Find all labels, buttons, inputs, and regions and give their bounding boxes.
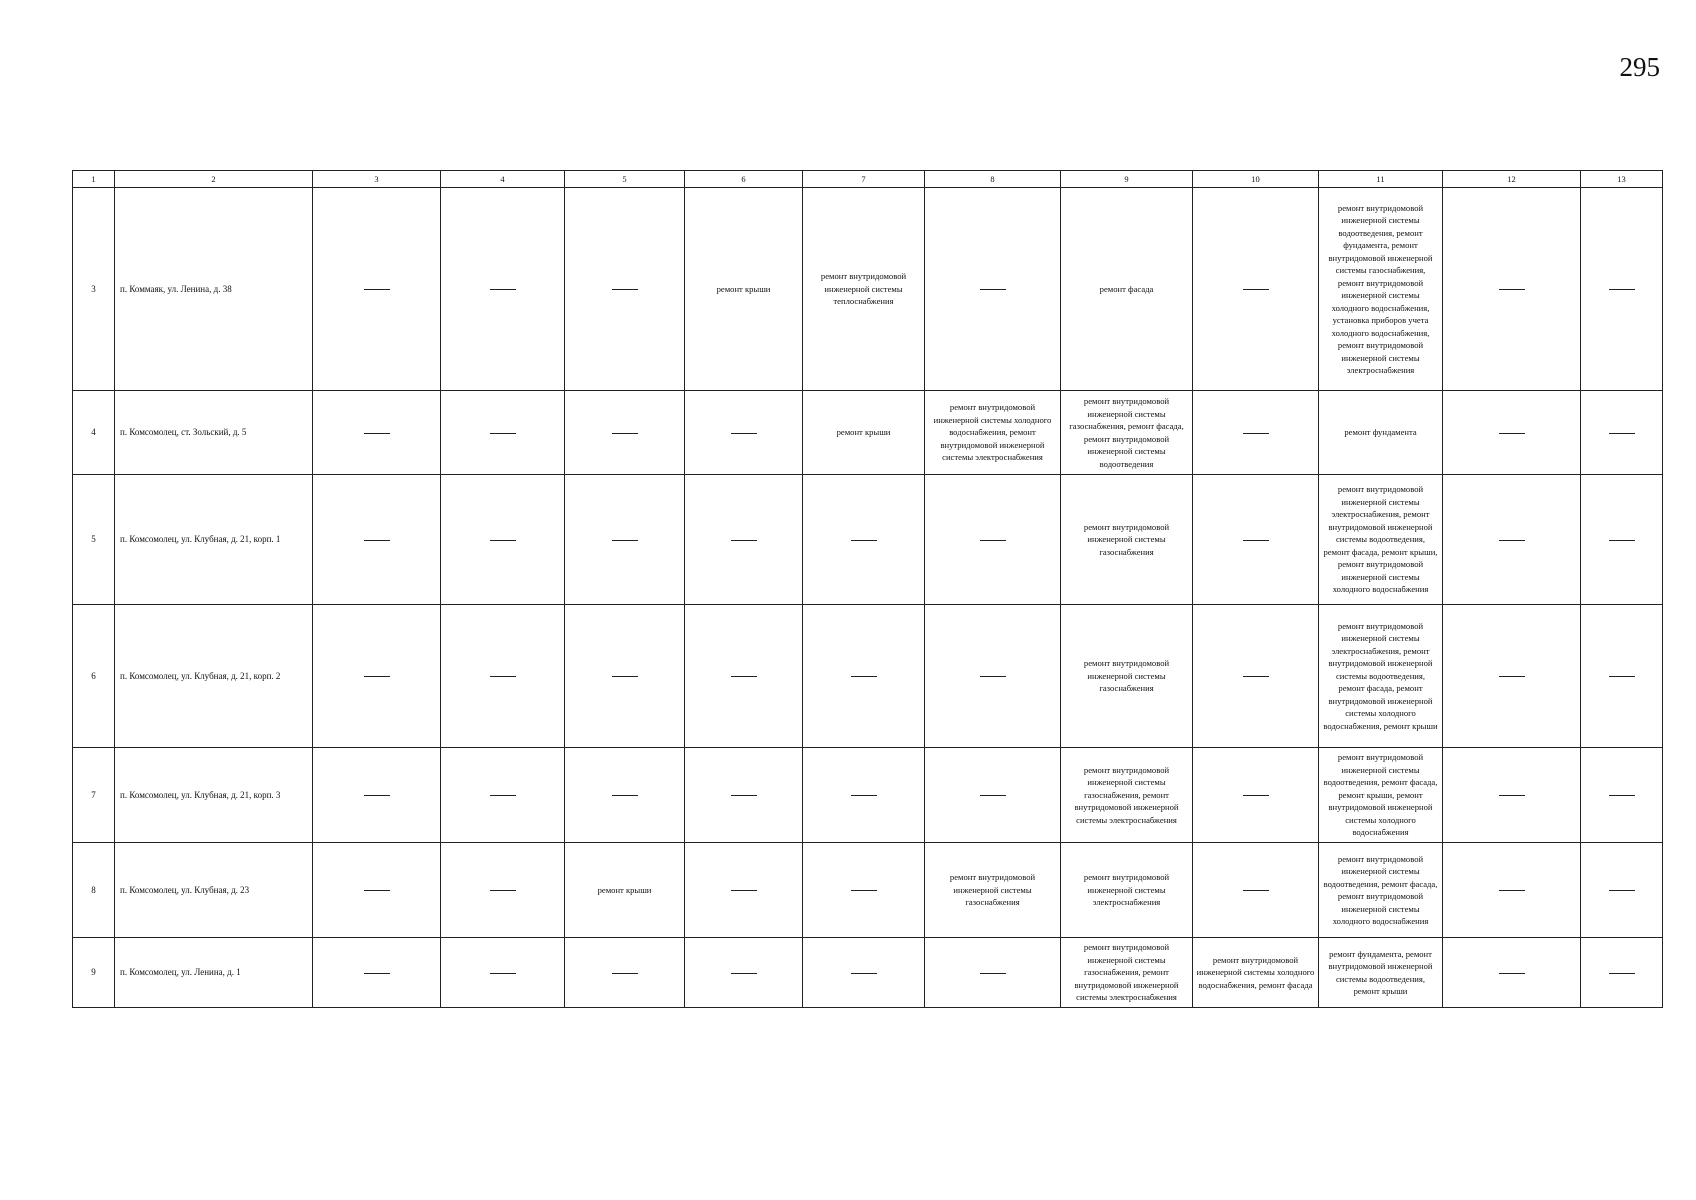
- empty-dash: [364, 289, 390, 290]
- table-row: [73, 475, 1663, 605]
- work-type-cell: [1581, 605, 1663, 748]
- work-type-cell: [1581, 475, 1663, 605]
- empty-dash: [612, 795, 638, 796]
- work-type-cell: [803, 475, 925, 605]
- work-type-cell: ремонт фундамента, ремонт внутридомовой инженерной системы водоотведения, ремонт крыши: [1319, 938, 1443, 1008]
- empty-dash: [1243, 289, 1269, 290]
- empty-dash: [1609, 433, 1635, 434]
- column-number-header: 2: [115, 171, 313, 188]
- work-type-cell: ремонт внутридомовой инженерной системы газоснабжения: [1061, 605, 1193, 748]
- empty-dash: [1499, 890, 1525, 891]
- address-cell: п. Комсомолец, ул. Клубная, д. 21, корп. 3: [115, 748, 313, 843]
- empty-dash: [731, 433, 757, 434]
- column-number-header: 12: [1443, 171, 1581, 188]
- work-type-cell: ремонт внутридомовой инженерной системы электроснабжения: [1061, 843, 1193, 938]
- work-type-cell: [1193, 843, 1319, 938]
- column-number-header: 8: [925, 171, 1061, 188]
- empty-dash: [1499, 676, 1525, 677]
- empty-dash: [731, 676, 757, 677]
- work-type-cell: [803, 843, 925, 938]
- empty-dash: [364, 795, 390, 796]
- work-type-cell: [1443, 391, 1581, 475]
- work-type-cell: [441, 605, 565, 748]
- row-number-cell: 6: [73, 605, 115, 748]
- work-type-cell: [313, 843, 441, 938]
- address-cell: п. Коммаяк, ул. Ленина, д. 38: [115, 188, 313, 391]
- empty-dash: [364, 433, 390, 434]
- work-type-cell: [685, 843, 803, 938]
- empty-dash: [1499, 433, 1525, 434]
- work-type-cell: [313, 605, 441, 748]
- work-type-cell: ремонт крыши: [803, 391, 925, 475]
- empty-dash: [612, 973, 638, 974]
- work-type-cell: [565, 605, 685, 748]
- empty-dash: [851, 676, 877, 677]
- work-type-cell: [1443, 843, 1581, 938]
- row-number-cell: 8: [73, 843, 115, 938]
- empty-dash: [851, 973, 877, 974]
- column-number-header: 3: [313, 171, 441, 188]
- work-type-cell: [565, 188, 685, 391]
- work-type-cell: [313, 391, 441, 475]
- address-cell: п. Комсомолец, ул. Клубная, д. 23: [115, 843, 313, 938]
- work-type-cell: ремонт внутридомовой инженерной системы теплоснабжения: [803, 188, 925, 391]
- empty-dash: [731, 890, 757, 891]
- table-body: [73, 171, 1663, 1008]
- work-type-cell: [1193, 475, 1319, 605]
- repair-schedule-table: [72, 170, 1663, 1008]
- address-cell: п. Комсомолец, ул. Клубная, д. 21, корп. 2: [115, 605, 313, 748]
- row-number-cell: 4: [73, 391, 115, 475]
- empty-dash: [1609, 289, 1635, 290]
- empty-dash: [1243, 676, 1269, 677]
- work-type-cell: [313, 938, 441, 1008]
- empty-dash: [364, 973, 390, 974]
- work-type-cell: ремонт крыши: [565, 843, 685, 938]
- work-type-cell: [565, 748, 685, 843]
- empty-dash: [731, 973, 757, 974]
- row-number-cell: 9: [73, 938, 115, 1008]
- address-cell: п. Комсомолец, ул. Ленина, д. 1: [115, 938, 313, 1008]
- work-type-cell: ремонт внутридомовой инженерной системы газоснабжения, ремонт внутридомовой инженерной системы электроснабжения: [1061, 938, 1193, 1008]
- empty-dash: [490, 289, 516, 290]
- empty-dash: [980, 973, 1006, 974]
- row-number-cell: 5: [73, 475, 115, 605]
- work-type-cell: [803, 748, 925, 843]
- empty-dash: [364, 540, 390, 541]
- work-type-cell: ремонт фасада: [1061, 188, 1193, 391]
- work-type-cell: [1443, 748, 1581, 843]
- empty-dash: [980, 289, 1006, 290]
- work-type-cell: ремонт внутридомовой инженерной системы газоснабжения, ремонт внутридомовой инженерной системы электроснабжения: [1061, 748, 1193, 843]
- empty-dash: [1243, 795, 1269, 796]
- work-type-cell: [1581, 188, 1663, 391]
- address-cell: п. Комсомолец, ст. Зольский, д. 5: [115, 391, 313, 475]
- empty-dash: [1609, 973, 1635, 974]
- work-type-cell: [925, 188, 1061, 391]
- work-type-cell: [1443, 605, 1581, 748]
- table-row: [73, 843, 1663, 938]
- empty-dash: [980, 795, 1006, 796]
- work-type-cell: [441, 748, 565, 843]
- work-type-cell: [925, 475, 1061, 605]
- work-type-cell: [565, 475, 685, 605]
- column-number-header: 13: [1581, 171, 1663, 188]
- work-type-cell: [313, 475, 441, 605]
- work-type-cell: [1581, 843, 1663, 938]
- empty-dash: [612, 540, 638, 541]
- work-type-cell: [441, 391, 565, 475]
- work-type-cell: [925, 938, 1061, 1008]
- table-row: [73, 938, 1663, 1008]
- empty-dash: [1609, 890, 1635, 891]
- empty-dash: [731, 795, 757, 796]
- empty-dash: [490, 973, 516, 974]
- empty-dash: [1499, 973, 1525, 974]
- work-type-cell: ремонт внутридомовой инженерной системы холодного водоснабжения, ремонт фасада: [1193, 938, 1319, 1008]
- work-type-cell: [685, 748, 803, 843]
- empty-dash: [731, 540, 757, 541]
- row-number-cell: 7: [73, 748, 115, 843]
- work-type-cell: [685, 605, 803, 748]
- work-type-cell: [925, 748, 1061, 843]
- work-type-cell: [313, 748, 441, 843]
- empty-dash: [851, 540, 877, 541]
- table-row: [73, 748, 1663, 843]
- table-row: [73, 605, 1663, 748]
- work-type-cell: [565, 938, 685, 1008]
- work-type-cell: [1443, 188, 1581, 391]
- work-type-cell: [441, 843, 565, 938]
- empty-dash: [1609, 540, 1635, 541]
- work-type-cell: [925, 605, 1061, 748]
- empty-dash: [1609, 676, 1635, 677]
- row-number-cell: 3: [73, 188, 115, 391]
- empty-dash: [851, 795, 877, 796]
- work-type-cell: [441, 475, 565, 605]
- empty-dash: [490, 795, 516, 796]
- work-type-cell: [1443, 938, 1581, 1008]
- empty-dash: [1499, 795, 1525, 796]
- header-row: [73, 171, 1663, 188]
- work-type-cell: [803, 605, 925, 748]
- empty-dash: [612, 289, 638, 290]
- work-type-cell: [565, 391, 685, 475]
- table-row: [73, 391, 1663, 475]
- column-number-header: 7: [803, 171, 925, 188]
- empty-dash: [490, 540, 516, 541]
- table-row: [73, 188, 1663, 391]
- column-number-header: 11: [1319, 171, 1443, 188]
- work-type-cell: [1193, 605, 1319, 748]
- work-type-cell: [1581, 938, 1663, 1008]
- empty-dash: [980, 676, 1006, 677]
- empty-dash: [980, 540, 1006, 541]
- column-number-header: 9: [1061, 171, 1193, 188]
- empty-dash: [1499, 540, 1525, 541]
- empty-dash: [1243, 433, 1269, 434]
- empty-dash: [490, 890, 516, 891]
- empty-dash: [364, 890, 390, 891]
- work-type-cell: [1581, 748, 1663, 843]
- work-type-cell: ремонт внутридомовой инженерной системы электроснабжения, ремонт внутридомовой инженерной системы водоотведения, ремонт фасада, ремонт внутридомовой инженерной системы холодного водоснабжения, ремонт крыши: [1319, 605, 1443, 748]
- column-number-header: 5: [565, 171, 685, 188]
- work-type-cell: [803, 938, 925, 1008]
- empty-dash: [1609, 795, 1635, 796]
- empty-dash: [1243, 890, 1269, 891]
- page-number: 295: [1619, 52, 1660, 82]
- work-type-cell: ремонт внутридомовой инженерной системы холодного водоснабжения, ремонт внутридомовой инженерной системы электроснабжения: [925, 391, 1061, 475]
- empty-dash: [490, 433, 516, 434]
- empty-dash: [1243, 540, 1269, 541]
- column-number-header: 1: [73, 171, 115, 188]
- work-type-cell: [1193, 391, 1319, 475]
- empty-dash: [612, 676, 638, 677]
- work-type-cell: [1193, 748, 1319, 843]
- column-number-header: 4: [441, 171, 565, 188]
- work-type-cell: [685, 475, 803, 605]
- work-type-cell: ремонт внутридомовой инженерной системы газоснабжения: [925, 843, 1061, 938]
- address-cell: п. Комсомолец, ул. Клубная, д. 21, корп. 1: [115, 475, 313, 605]
- work-type-cell: ремонт фундамента: [1319, 391, 1443, 475]
- empty-dash: [490, 676, 516, 677]
- empty-dash: [364, 676, 390, 677]
- empty-dash: [851, 890, 877, 891]
- work-type-cell: [313, 188, 441, 391]
- work-type-cell: [441, 938, 565, 1008]
- work-type-cell: ремонт внутридомовой инженерной системы водоотведения, ремонт фасада, ремонт крыши, ремонт внутридомовой инженерной системы холодного водоснабжения: [1319, 748, 1443, 843]
- empty-dash: [1499, 289, 1525, 290]
- work-type-cell: ремонт внутридомовой инженерной системы газоснабжения, ремонт фасада, ремонт внутридомовой инженерной системы водоотведения: [1061, 391, 1193, 475]
- work-type-cell: [1581, 391, 1663, 475]
- work-type-cell: ремонт внутридомовой инженерной системы электроснабжения, ремонт внутридомовой инженерной системы водоотведения, ремонт фасада, ремонт крыши, ремонт внутридомовой инженерной системы холодного водоснабжения: [1319, 475, 1443, 605]
- column-number-header: 10: [1193, 171, 1319, 188]
- work-type-cell: [1193, 188, 1319, 391]
- empty-dash: [612, 433, 638, 434]
- work-type-cell: [685, 938, 803, 1008]
- work-type-cell: [685, 391, 803, 475]
- work-type-cell: ремонт крыши: [685, 188, 803, 391]
- column-number-header: 6: [685, 171, 803, 188]
- work-type-cell: [441, 188, 565, 391]
- work-type-cell: [1443, 475, 1581, 605]
- work-type-cell: ремонт внутридомовой инженерной системы водоотведения, ремонт фундамента, ремонт внутридомовой инженерной системы газоснабжения, ремонт внутридомовой инженерной системы холодного водоснабжения, установка приборов учета холодного водоснабжения, ремонт внутридомовой инженерной системы электроснабжения: [1319, 188, 1443, 391]
- work-type-cell: ремонт внутридомовой инженерной системы водоотведения, ремонт фасада, ремонт внутридомовой инженерной системы холодного водоснабжения: [1319, 843, 1443, 938]
- work-type-cell: ремонт внутридомовой инженерной системы газоснабжения: [1061, 475, 1193, 605]
